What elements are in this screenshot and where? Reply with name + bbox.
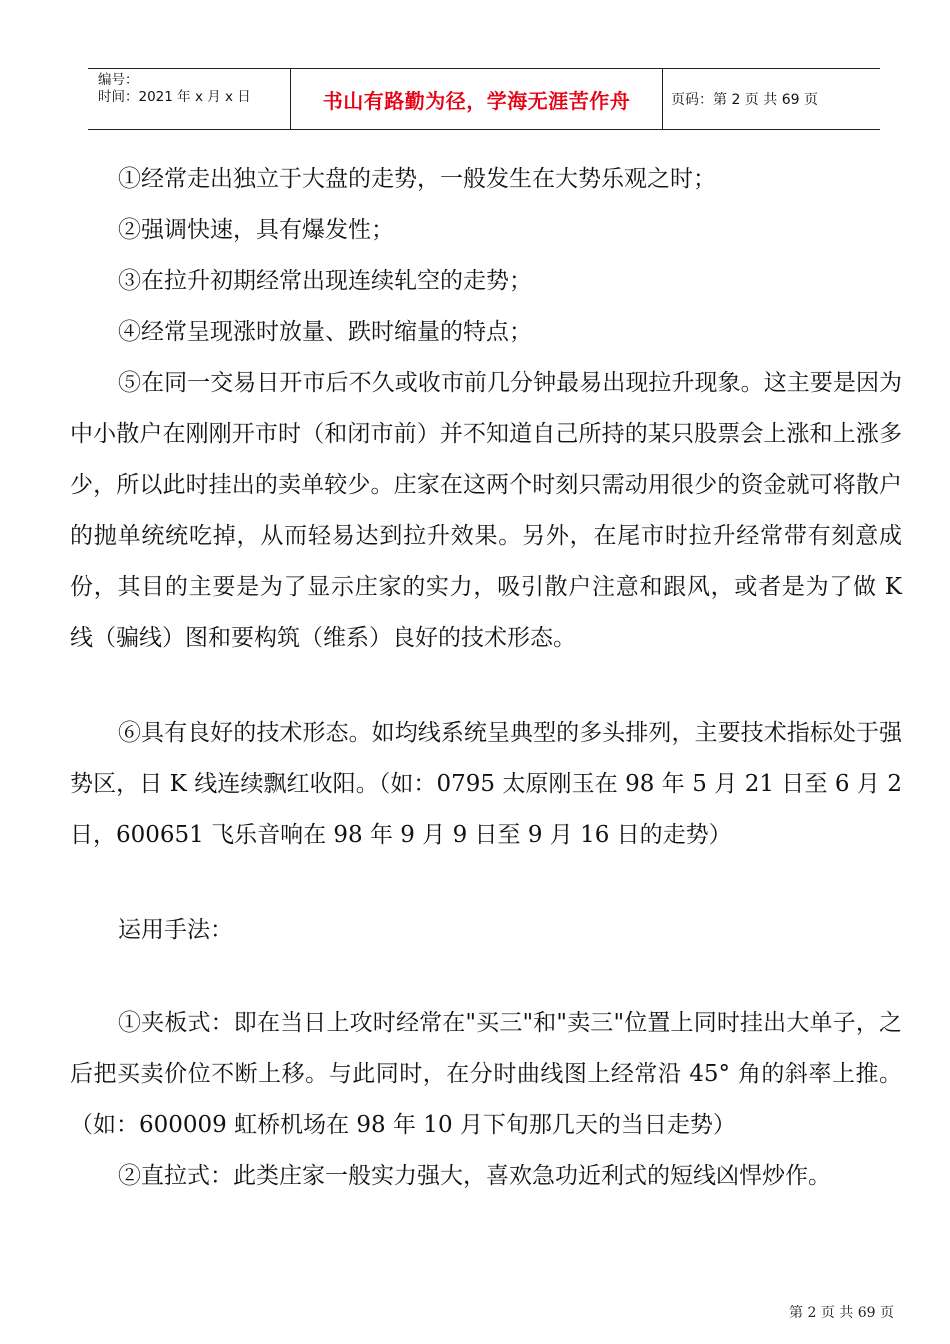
paragraph-spacer: [70, 861, 902, 905]
header-motto-cell: [291, 69, 663, 129]
header-page-cell: [663, 69, 880, 129]
header-page-label: 页码：第 2 页 共 69 页: [671, 92, 818, 108]
paragraph-6: ⑥具有良好的技术形态。如均线系统呈典型的多头排列，主要技术指标处于强势区，日 K 线连续飘红收阳。（如：0795 太原刚玉在 98 年 5 月 21 日至 6 月 2 日，600651 飞乐音响在 98 年 9 月 9 日至 9 月 16 日的走势）: [70, 720, 902, 848]
footer-page-info: 第 2 页 共 69 页: [789, 1305, 894, 1321]
paragraph-7: ①夹板式：即在当日上攻时经常在"买三"和"卖三"位置上同时挂出大单子，之后把买卖价位不断上移。与此同时，在分时曲线图上经常沿 45° 角的斜率上推。（如：600009 虹桥机场在 98 年 10 月下旬那几天的当日走势）: [70, 1010, 902, 1138]
header-motto: 书山有路勤为径，学海无涯苦作舟: [322, 88, 631, 113]
paragraph-spacer: [70, 664, 902, 708]
header-number-label: 编号：: [98, 72, 139, 88]
paragraph-5: ⑤在同一交易日开市后不久或收市前几分钟最易出现拉升现象。这主要是因为中小散户在刚刚开市时（和闭市前）并不知道自己所持的某只股票会上涨和上涨多少，所以此时挂出的卖单较少。庄家在这两个时刻只需动用很少的资金就可将散户的抛单统统吃掉，从而轻易达到拉升效果。另外，在尾市时拉升经常带有刻意成份，其目的主要是为了显示庄家的实力，吸引散户注意和跟风，或者是为了做 K 线（骗线）图和要构筑（维系）良好的技术形态。: [70, 370, 902, 651]
page-header: [88, 68, 880, 130]
paragraph-8: ②直拉式：此类庄家一般实力强大，喜欢急功近利式的短线凶悍炒作。: [118, 1163, 831, 1189]
paragraph-3: ③在拉升初期经常出现连续轧空的走势；: [118, 268, 532, 294]
page-footer: [789, 1302, 894, 1322]
paragraph-1: ①经常走出独立于大盘的走势，一般发生在大势乐观之时；: [118, 166, 716, 192]
header-time-label: 时间：2021 年 x 月 x 日: [98, 89, 251, 105]
document-body: [70, 154, 902, 1202]
section-heading: 运用手法：: [118, 917, 233, 943]
paragraph-2: ②强调快速，具有爆发性；: [118, 217, 394, 243]
header-meta-cell: [88, 69, 291, 129]
paragraph-spacer: [70, 956, 902, 998]
paragraph-4: ④经常呈现涨时放量、跌时缩量的特点；: [118, 319, 532, 345]
